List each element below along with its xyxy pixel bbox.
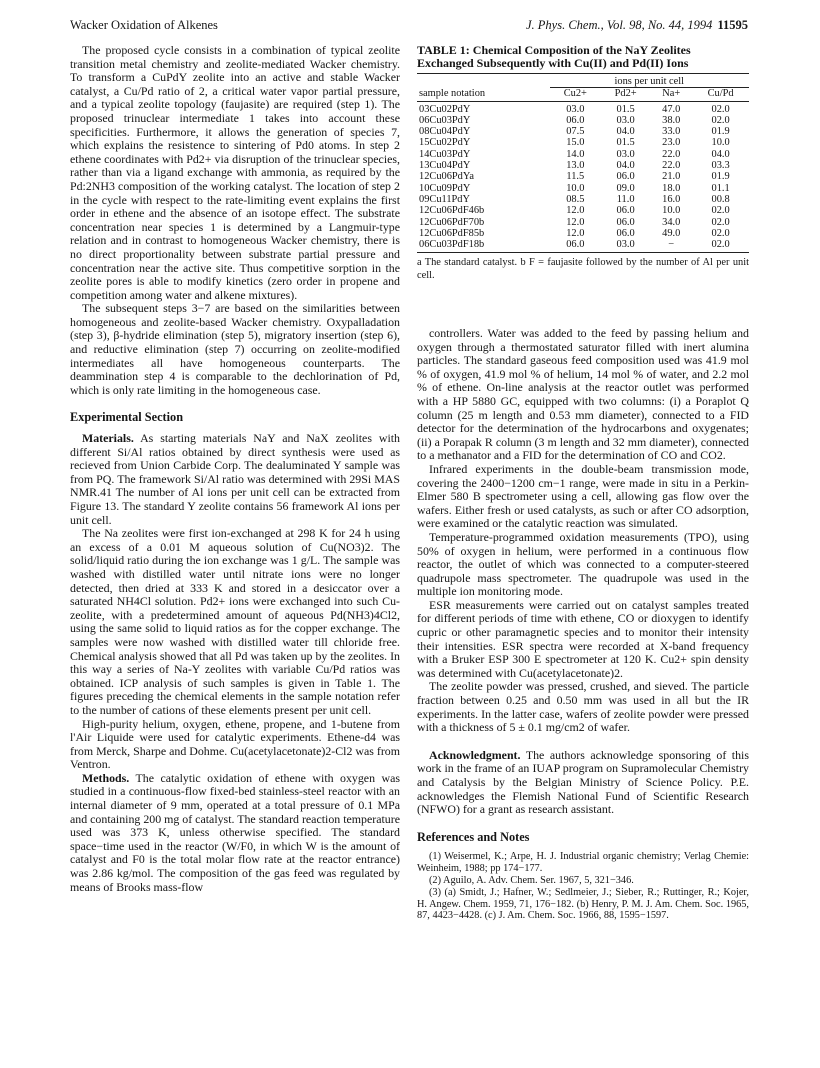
value-cell: 10.0 (566, 182, 585, 194)
value-cell: 12.0 (566, 227, 585, 239)
reference-item: (3) (a) Smidt, J.; Hafner, W.; Sedlmeier, J.; Sieber, R.; Ruttinger, R.; Kojer, H. Angew. Chem. 1959, 71, 176−182. (b) Henry, P. M. J. Am. Chem. Soc. 1965, 87, 4423−4428. (c) J. Am. Chem. Soc. 1966, 88, 1595−1597. (417, 886, 749, 922)
value-cell: 23.0 (662, 137, 681, 149)
value-cell: 11.0 (616, 193, 635, 205)
paragraph-powder: The zeolite powder was pressed, crushed, and sieved. The particle fraction between 0.25 and 0.50 mm was used in all but the IR experiments. In the latter case, wafers of zeolite powder were pressed with a thickness of 5 ± 0.1 mg/cm2 of wafer. (417, 679, 749, 735)
sample-notation-cell: 14Cu03PdY (419, 148, 471, 160)
col-header: Cu2+ (550, 88, 601, 101)
value-cell: 00.8 (711, 193, 730, 205)
value-cell: 08.5 (566, 193, 585, 205)
value-cell: 04.0 (616, 160, 635, 172)
value-cell: 06.0 (616, 227, 635, 239)
paragraph-materials (70, 432, 400, 527)
right-column (417, 327, 749, 922)
table-row (417, 171, 749, 182)
value-cell: 12.0 (566, 205, 585, 217)
value-cell: 06.0 (550, 239, 601, 253)
table-row (417, 239, 749, 253)
value-cell: 12.0 (566, 216, 585, 228)
sample-notation-cell: 03Cu02PdY (419, 103, 471, 115)
table-1 (417, 44, 749, 282)
section-title-experimental: Experimental Section (70, 410, 184, 425)
col-header: sample notation (417, 88, 550, 101)
value-cell: 34.0 (662, 216, 681, 228)
page-header (0, 18, 820, 34)
sample-notation-cell: 12Cu06PdF85b (419, 227, 485, 239)
journal-info: J. Phys. Chem., Vol. 98, No. 44, 1994 (525, 18, 713, 32)
value-cell: 18.0 (662, 182, 681, 194)
header-spacer (417, 74, 550, 88)
value-cell: 21.0 (662, 171, 681, 183)
value-cell: 04.0 (616, 126, 635, 138)
value-cell: − (650, 239, 692, 253)
sample-notation-cell: 08Cu04PdY (419, 126, 471, 138)
acknowledgment-text: The authors acknowledge sponsoring of this work in the frame of an IUAP program on Supramolecular Chemistry and Catalysis by the Belgian Ministry of Science Policy. P.E. acknowledges the Flemish National Fund of Scientific Research (NFWO) for a grant as research assistant. (417, 747, 749, 817)
table-caption: TABLE 1: Chemical Composition of the NaY Zeolites Exchanged Subsequently with Cu(II) and Pd(II) Ions (417, 43, 691, 70)
paragraph-esr: ESR measurements were carried out on catalyst samples treated for different periods of time with ethene, CO or dioxygen to identify cupric or other paramagnetic species and to monitor their intensity their intensities. ESR spectra were recorded at X-band frequency with a Bruker ESP 300 E spectrometer at 120 K. Cu2+ spin density was determined with Cu(acetylacetonate)2. (417, 597, 749, 680)
table-row (417, 194, 749, 205)
table-row (417, 228, 749, 239)
paragraph-ion-exchange: The Na zeolites were first ion-exchanged at 298 K for 24 h using an excess of a 0.01 M aqueous solution of Cu(NO3)2. The solid/liquid ratio during the ion exchange was 1 g/L. The sample was washed with distilled water until nitrate ions were no longer detected, then dried at 333 K and stored in a desiccator over a saturated NH4Cl solution. Pd2+ ions were exchanged into such Cu-zeolite, with a predetermined amount of aqueous Pd(NH3)4Cl2, using the same solid to liquid ratios as for the copper exchange. The samples were now washed with distilled water till chloride free. Chemical analysis showed that all Pd was taken up by the zeolites. In this way a series of Na-Y zeolites with variable Cu/Pd ratios was obtained. ICP analysis of such samples is given in Table 1. The figures preceding the chemical elements in the sample notation refer to the number of cations of these elements present per unit cell. (70, 526, 400, 717)
paragraph-methods (70, 772, 400, 894)
table-row (417, 183, 749, 194)
paragraph-gc: controllers. Water was added to the feed by passing helium and oxygen through a thermostated saturator filled with inert alumina particles. The standard gaseous feed composition used was 41.9 mol % of oxygen, 41.9 mol % of helium, 14 mol % of water, and 2.2 mol % of ethene. On-line analysis at the reactor outlet was performed with a HP 5880 GC, equipped with two columns: (i) a Poraplot Q column (25 m length and 0.53 mm diameter), connected to a FID detector for the determination of the hydrocarbons and oxygenates; (ii) a Porapak R column (3 m length and 32 mm diameter), connected to a methanator and a FID for the determination of CO and CO2. (417, 326, 749, 463)
paragraph-acknowledgment (417, 749, 749, 817)
value-cell: 04.0 (711, 148, 730, 160)
table-row (417, 160, 749, 171)
value-cell: 11.5 (566, 171, 585, 183)
sample-notation-cell: 12Cu06PdYa (419, 171, 474, 183)
value-cell: 03.0 (616, 148, 635, 160)
value-cell: 09.0 (616, 182, 635, 194)
value-cell: 02.0 (711, 103, 730, 115)
value-cell: 49.0 (662, 227, 681, 239)
value-cell: 02.0 (711, 114, 730, 126)
value-cell: 16.0 (662, 193, 681, 205)
table-row (417, 126, 749, 137)
table-row (417, 149, 749, 160)
paragraph-gases: High-purity helium, oxygen, ethene, propene, and 1-butene from l'Air Liquide were used for catalytic experiments. Ethene-d4 was from Merck, Sharpe and Dohme. Cu(acetylacetonate)2-Cl2 was from Ventron. (70, 716, 400, 772)
section-title-references: References and Notes (417, 829, 530, 844)
reference-item: (2) Aguilo, A. Adv. Chem. Ser. 1967, 5, 321−346. (429, 874, 634, 886)
sample-notation-cell: 13Cu04PdY (419, 160, 471, 172)
methods-text: The catalytic oxidation of ethene with oxygen was studied in a continuous-flow fixed-bed stainless-steel reactor with an internal diameter of 9 mm, operated at a total pressure of 0.1 MPa and containing 200 mg of catalyst. The standard reaction temperature used was 373 K, unless otherwise specified. The standard space−time used in the reactor (W/F0, in which W is the amount of catalyst and F0 is the total molar flow rate at the reactor entrance) was 2.86 kg/mol. The composition of the gas feed was regulated by means of Brooks mass-flow (70, 770, 400, 894)
table-row (417, 137, 749, 148)
value-cell: 22.0 (662, 160, 681, 172)
value-cell: 02.0 (711, 216, 730, 228)
run-in-head-acknowledgment: Acknowledgment. (429, 747, 521, 762)
value-cell: 38.0 (662, 114, 681, 126)
run-in-head-materials: Materials. (82, 431, 134, 446)
running-title: Wacker Oxidation of Alkenes (70, 18, 218, 32)
paragraph-ir: Infrared experiments in the double-beam transmission mode, covering the 2400−1200 cm−1 range, were made in situ in a Perkin-Elmer 580 B spectrometer using a cell, allowing gas flow over the wafers. Either fresh or used catalysts, as such or after CO adsorption, were examined or the catalytic reaction was simulated. (417, 461, 749, 531)
col-header: Pd2+ (601, 88, 650, 101)
run-in-head-methods: Methods. (82, 770, 130, 785)
value-cell: 15.0 (566, 137, 585, 149)
sample-notation-cell: 15Cu02PdY (419, 137, 471, 149)
value-cell: 01.9 (711, 171, 730, 183)
value-cell: 01.5 (616, 137, 635, 149)
sample-notation-cell: 06Cu03PdF18b (417, 239, 550, 253)
value-cell: 06.0 (616, 216, 635, 228)
value-cell: 10.0 (711, 137, 730, 149)
paragraph-steps: The subsequent steps 3−7 are based on the similarities between homogeneous and zeolite-based Wacker chemistry. Oxypalladation (step 3), β-hydride elimination (step 5), migratory insertion (step 6), and reductive elimination (step 7) occurring on zeolite-modified intermediates all have homogeneous counterparts. The deammination step 4 is comparable to the dechlorination of Pd, which is only rate limiting in the homogeneous case. (70, 301, 400, 397)
composition-table (417, 73, 749, 253)
value-cell: 02.0 (711, 227, 730, 239)
sample-notation-cell: 12Cu06PdF70b (419, 216, 485, 228)
value-cell: 06.0 (616, 205, 635, 217)
value-cell: 03.0 (601, 239, 650, 253)
sample-notation-cell: 09Cu11PdY (419, 193, 470, 205)
value-cell: 06.0 (616, 171, 635, 183)
table-row (417, 115, 749, 126)
col-header: Na+ (650, 88, 692, 101)
value-cell: 22.0 (662, 148, 681, 160)
value-cell: 14.0 (566, 148, 585, 160)
value-cell: 10.0 (662, 205, 681, 217)
value-cell: 01.1 (711, 182, 730, 194)
value-cell: 33.0 (662, 126, 681, 138)
value-cell: 03.0 (616, 114, 635, 126)
table-row (417, 217, 749, 228)
value-cell: 03.0 (566, 103, 585, 115)
page-number: 11595 (717, 18, 748, 32)
paragraph-cycle: The proposed cycle consists in a combination of typical zeolite transition metal chemistry and zeolite-mediated Wacker chemistry. To transform a CuPdY zeolite into an active and stable Wacker catalyst, a Cu/Pd ratio of 2, a critical water vapor partial pressure, and a typical zeolite topology (faujasite) are required (step 1). The proposed trinuclear intermediate 1 takes into account these specificities. Furthermore, it allows the generation of species 7, which explains the resistence to sintering of Pd0 atoms. In step 2 ethene coordinates with Pd2+ via disruption of the trinuclear species, rather than via a ligand exchange with ammonia, as required by the Pd:2NH3 composition of the working catalyst. The location of step 2 in the cycle with respect to the rate-limiting event explains the first order in ethene and the absence of an isotope effect. The substrate concentration near species 1 is determined by a Langmuir-type relation and in contrast to homogeneous Wacker chemistry, there is no direct proportionality between substrate partial pressure and concentration near the active site. Thus competitive sorption in the zeolite pores is able to modify kinetics (zero order in propene and competition among water and alkene mixtures). (70, 43, 400, 302)
table-footnote: a The standard catalyst. b F = faujasite followed by the number of Al per unit cell. (417, 257, 749, 281)
value-cell: 02.0 (711, 205, 730, 217)
value-cell: 47.0 (662, 103, 681, 115)
materials-text: As starting materials NaY and NaX zeolites with different Si/Al ratios obtained by direct synthesis were used as recieved from Union Carbide Corp. The dealuminated Y sample was from PQ. The framework Si/Al ratio was determined with 29Si MAS NMR.41 The number of Al ions per unit cell can be extracted from Figure 13. The standard Y zeolite contains 56 framework Al ions per unit cell. (70, 431, 400, 527)
value-cell: 01.9 (711, 126, 730, 138)
reference-item: (1) Weisermel, K.; Arpe, H. J. Industrial organic chemistry; Verlag Chemie: Weinheim, 1988; pp 174−177. (417, 851, 749, 875)
sample-notation-cell: 12Cu06PdF46b (419, 205, 485, 217)
value-cell: 02.0 (692, 239, 749, 253)
value-cell: 01.5 (616, 103, 635, 115)
reference-list (417, 851, 749, 922)
sample-notation-cell: 06Cu03PdY (419, 114, 471, 126)
sample-notation-cell: 10Cu09PdY (419, 182, 471, 194)
value-cell: 07.5 (566, 126, 585, 138)
table-row (417, 205, 749, 216)
left-column (70, 44, 400, 894)
value-cell: 03.3 (711, 160, 730, 172)
value-cell: 06.0 (566, 114, 585, 126)
paragraph-tpo: Temperature-programmed oxidation measurements (TPO), using 50% of oxygen in helium, were performed in a continuous flow reactor, the outlet of which was connected to a computer-steered quadrupole mass spectrometer. The quadrupole was used in the multiple ion monitoring mode. (417, 529, 749, 599)
value-cell: 13.0 (566, 160, 585, 172)
journal-citation (526, 18, 748, 33)
table-row (417, 101, 749, 115)
group-header: ions per unit cell (550, 74, 749, 88)
col-header: Cu/Pd (692, 88, 749, 101)
